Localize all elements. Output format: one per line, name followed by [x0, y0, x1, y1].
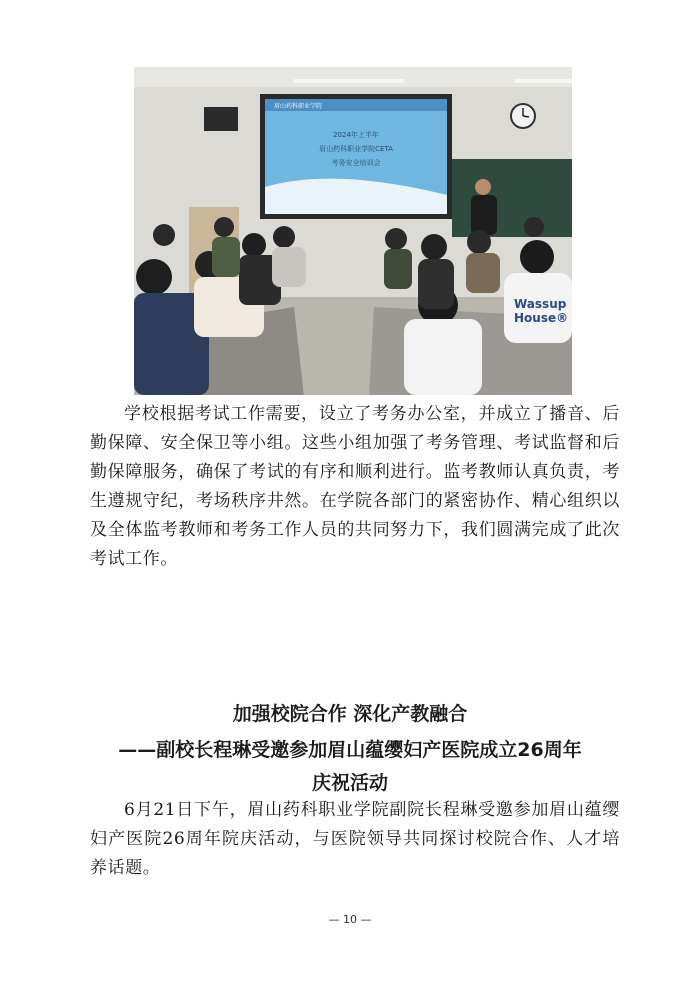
classroom-photo: [134, 67, 572, 395]
article2-title: 加强校院合作 深化产教融合: [232, 703, 468, 725]
article2-subtitle-line2: 庆祝活动: [311, 772, 388, 794]
slide-line2-text: 眉山药科职业学院CETA: [319, 145, 393, 153]
slide-line1-text: 2024年上半年: [333, 131, 379, 139]
article2-paragraph: 6月21日下午，眉山药科职业学院副院长程琳受邀参加眉山蕴缨妇产医院26周年院庆活动，与医院领导共同探讨校院合作、人才培养话题。: [90, 800, 620, 878]
shirt-text-1: Wassup: [514, 297, 567, 311]
page-number: — 10 —: [328, 913, 372, 926]
shirt-text-2: House®: [514, 311, 569, 325]
slide-line3-text: 考务安全培训会: [331, 159, 381, 167]
slide-header-text: 眉山药科职业学院: [274, 103, 323, 110]
article2-subtitle-line1: ——副校长程琳受邀参加眉山蕴缨妇产医院成立26周年: [118, 739, 582, 761]
article1-paragraph: 学校根据考试工作需要，设立了考务办公室，并成立了播音、后勤保障、安全保卫等小组。这些小组加强了考务管理、考试监督和后勤保障服务，确保了考试的有序和顺利进行。监考教师认真负责，考生遵规守纪，考场秩序井然。在学院各部门的紧密协作、精心组织以及全体监考教师和考务工作人员的共同努力下，我们圆满完成了此次考试工作。: [90, 404, 620, 569]
